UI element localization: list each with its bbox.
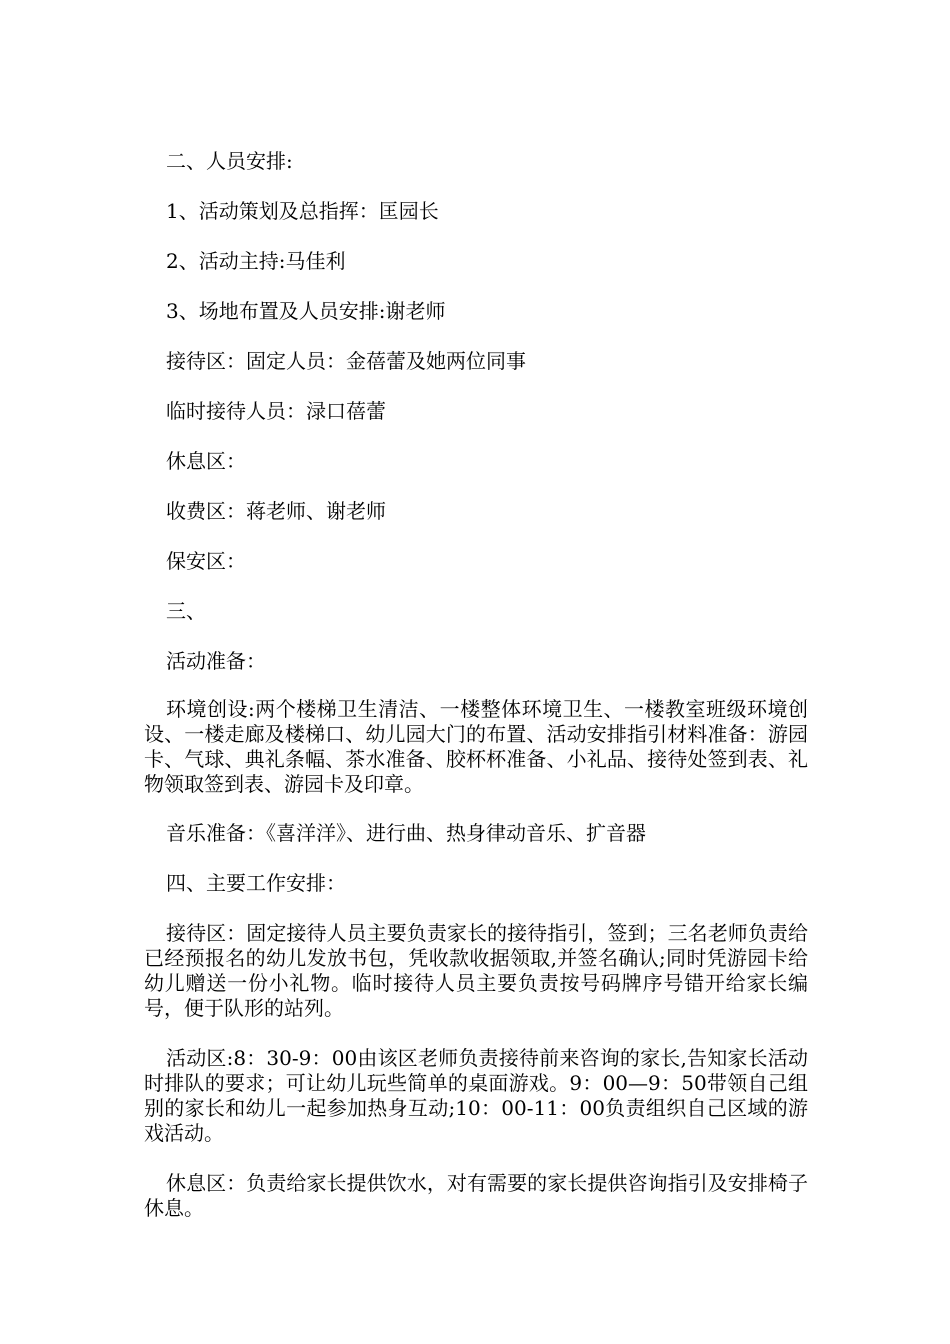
section-heading-staffing: 二、人员安排:	[166, 149, 293, 173]
area-security: 保安区：	[166, 549, 246, 573]
paragraph-reception-duties: 接待区：固定接待人员主要负责家长的接待指引，签到；三名老师负责给已经预报名的幼儿发放书包，凭收款收据领取,并签名确认;同时凭游园卡给幼儿赠送一份小礼物。临时接待人员主要负责按号码牌序号错开给家长编号，便于队形的站列。	[144, 921, 808, 1020]
section-heading-preparation: 活动准备：	[166, 649, 266, 673]
area-reception-fixed: 接待区：固定人员：金蓓蕾及她两位同事	[166, 349, 526, 373]
section-heading-three: 三、	[166, 599, 206, 623]
section-heading-main-work: 四、主要工作安排：	[166, 871, 346, 895]
paragraph-activity-area: 活动区:8：30-9：00由该区老师负责接待前来咨询的家长,告知家长活动时排队的要求；可让幼儿玩些简单的桌面游戏。9：00—9：50带领自己组别的家长和幼儿一起参加热身互动;10：00-11：00负责组织自己区域的游戏活动。	[144, 1046, 808, 1145]
area-reception-temp: 临时接待人员：渌口蓓蕾	[166, 399, 386, 423]
staff-item-host: 2、活动主持:马佳利	[166, 249, 346, 273]
area-fee: 收费区：蒋老师、谢老师	[166, 499, 386, 523]
paragraph-environment: 环境创设:两个楼梯卫生清洁、一楼整体环境卫生、一楼教室班级环境创设、一楼走廊及楼梯口、幼儿园大门的布置、活动安排指引材料准备：游园卡、气球、典礼条幅、茶水准备、胶杯杯准备、小礼品、接待处签到表、礼物领取签到表、游园卡及印章。	[144, 697, 808, 796]
staff-item-venue: 3、场地布置及人员安排:谢老师	[166, 299, 446, 323]
paragraph-rest-area: 休息区：负责给家长提供饮水，对有需要的家长提供咨询指引及安排椅子休息。	[144, 1171, 808, 1220]
staff-item-planning: 1、活动策划及总指挥：匡园长	[166, 199, 439, 223]
area-rest: 休息区：	[166, 449, 246, 473]
paragraph-music: 音乐准备：《喜洋洋》、进行曲、热身律动音乐、扩音器	[166, 821, 646, 845]
